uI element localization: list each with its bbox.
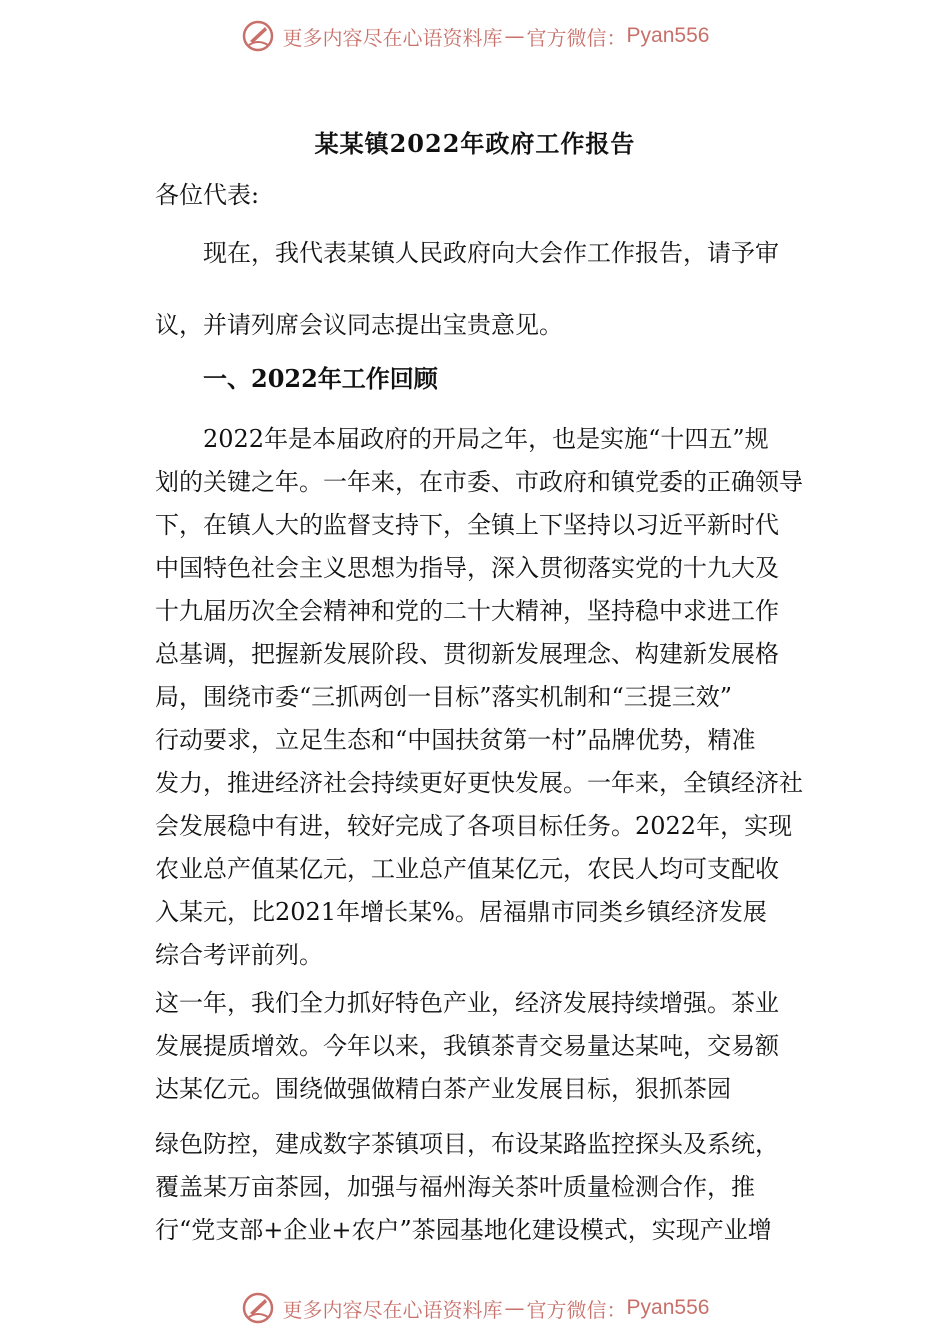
watermark-label: 官方微信： <box>526 1297 627 1322</box>
watermark-logo-icon <box>241 1291 275 1325</box>
body-line: 综合考评前列。 <box>155 941 323 969</box>
body-line: 下，在镇人大的监督支持下，全镇上下坚持以习近平新时代 <box>155 511 779 539</box>
body-line: 十九届历次全会精神和党的二十大精神，坚持稳中求进工作 <box>155 597 779 625</box>
body-line: 农业总产值某亿元，工业总产值某亿元，农民人均可支配收 <box>155 855 779 883</box>
document-title: 某某镇2022年政府工作报告 <box>314 129 636 158</box>
body-line: 覆盖某万亩茶园，加强与福州海关茶叶质量检测合作，推 <box>155 1173 755 1201</box>
watermark-banner-bottom <box>0 1288 950 1328</box>
watermark-wechat-id: Pyan556 <box>626 24 710 47</box>
body-line: 行“党支部+企业+农户”茶园基地化建设模式，实现产业增 <box>155 1216 772 1244</box>
body-line: 发展提质增效。今年以来，我镇茶青交易量达某吨，交易额 <box>155 1032 779 1060</box>
watermark-banner-top <box>0 16 950 56</box>
salutation: 各位代表: <box>155 181 260 209</box>
body-line: 2022年是本届政府的开局之年，也是实施“十四五”规 <box>155 425 769 453</box>
watermark-logo-icon <box>241 19 275 53</box>
watermark-text: 更多内容尽在心语资料库 <box>282 25 503 50</box>
watermark-wechat-id: Pyan556 <box>626 1296 710 1319</box>
body-line: 中国特色社会主义思想为指导，深入贯彻落实党的十九大及 <box>155 554 779 582</box>
watermark-separator: — <box>504 1296 525 1320</box>
body-line: 行动要求，立足生态和“中国扶贫第一村”品牌优势，精准 <box>155 726 756 754</box>
body-line: 总基调，把握新发展阶段、贯彻新发展理念、构建新发展格 <box>155 640 779 668</box>
watermark-text: 更多内容尽在心语资料库 <box>282 1297 503 1322</box>
body-line: 这一年，我们全力抓好特色产业，经济发展持续增强。茶业 <box>155 989 779 1017</box>
body-line: 议，并请列席会议同志提出宝贵意见。 <box>155 311 563 339</box>
body-line: 发力，推进经济社会持续更好更快发展。一年来，全镇经济社 <box>155 769 803 797</box>
body-line: 会发展稳中有进，较好完成了各项目标任务。2022年，实现 <box>155 812 793 840</box>
watermark-label: 官方微信： <box>526 25 627 50</box>
body-line: 现在，我代表某镇人民政府向大会作工作报告，请予审 <box>155 239 779 267</box>
body-line: 绿色防控，建成数字茶镇项目，布设某路监控探头及系统， <box>155 1130 779 1158</box>
body-line: 划的关键之年。一年来，在市委、市政府和镇党委的正确领导 <box>155 468 803 496</box>
body-line: 入某元，比2021年增长某%。居福鼎市同类乡镇经济发展 <box>155 898 767 926</box>
body-line: 达某亿元。围绕做强做精白茶产业发展目标，狠抓茶园 <box>155 1075 731 1103</box>
body-line: 局，围绕市委“三抓两创一目标”落实机制和“三提三效” <box>155 683 733 711</box>
section-heading: 一、2022年工作回顾 <box>155 364 438 393</box>
watermark-separator: — <box>504 24 525 48</box>
